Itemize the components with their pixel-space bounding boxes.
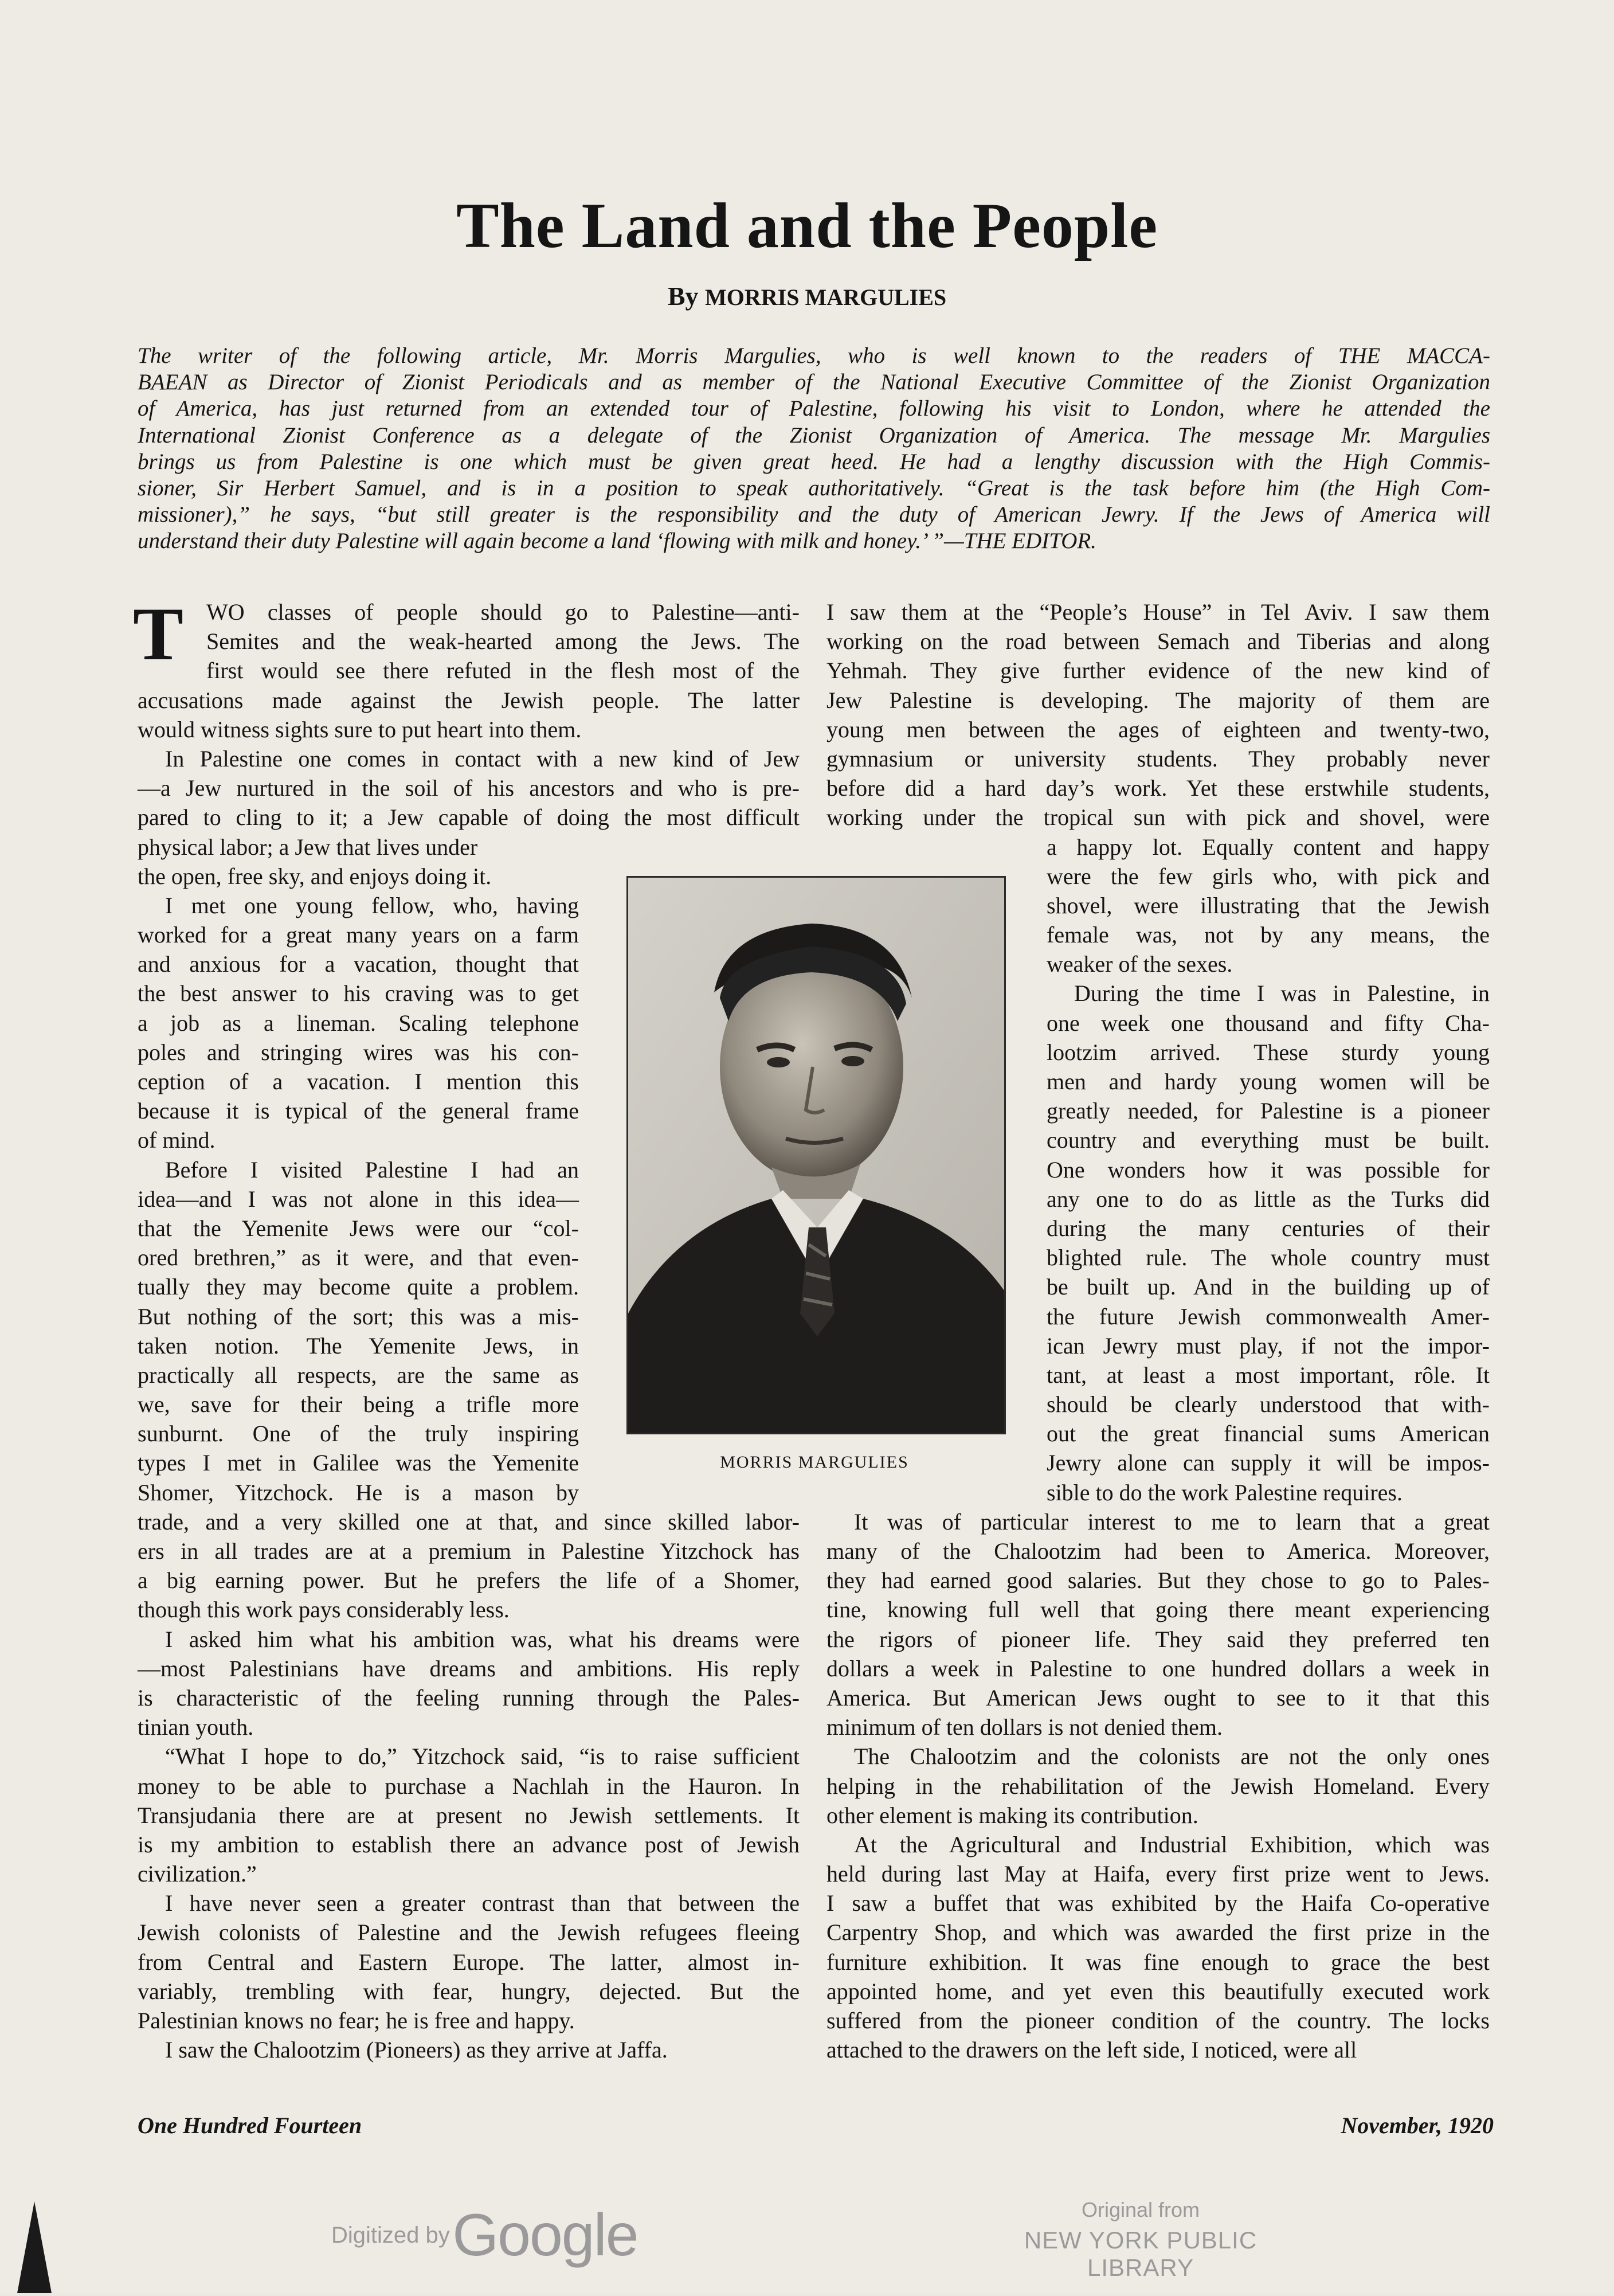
library-name: NEW YORK PUBLIC LIBRARY [1024,2227,1257,2281]
left-column-line: sunburnt. One of the truly inspiring [138,1421,579,1447]
left-column-line: I have never seen a greater contrast than that between the [165,1890,800,1916]
intro-line: missioner),” he says, “but still greater is the responsibility and the duty of American Jewry. If the Jews of America will [138,502,1490,527]
left-column-line: Jewish colonists of Palestine and the Jewish refugees fleeing [138,1919,800,1946]
left-column-line: idea—and I was not alone in this idea— [138,1186,579,1212]
left-column-line: I asked him what his ambition was, what his dreams were [165,1626,800,1652]
right-column-line: one week one thousand and fifty Cha- [1047,1010,1490,1036]
left-column-line: money to be able to purchase a Nachlah in the Hauron. In [138,1773,800,1799]
left-column-line: poles and stringing wires was his con- [138,1039,579,1065]
left-column-line: WO classes of people should go to Palestine—anti- [206,599,800,625]
right-column-line: female was, not by any means, the [1047,922,1490,948]
left-column-line: variably, trembling with fear, hungry, dejected. But the [138,1978,800,2004]
right-column-line: It was of particular interest to me to learn that a great [854,1508,1490,1535]
right-column-line: be built up. And in the building up of [1047,1274,1490,1300]
right-column-line: held during last May at Haifa, every first prize went to Jews. [826,1861,1490,1887]
right-column-line: the rigors of pioneer life. They said they preferred ten [826,1626,1490,1652]
left-column-line: because it is typical of the general frame [138,1098,579,1124]
right-column-line: suffered from the pioneer condition of the country. The locks [826,2008,1490,2033]
scan-edge-shadow [0,2201,63,2293]
left-column-line: Shomer, Yitzchock. He is a mason by [138,1479,579,1505]
left-column-line: of mind. [138,1127,216,1153]
intro-line: of America, has just returned from an extended tour of Palestine, following his visit to London, where he attended the [138,396,1490,421]
left-column-line: we, save for their being a trifle more [138,1391,579,1418]
page-number-footer: One Hundred Fourteen [138,2113,362,2138]
right-column-line: a happy lot. Equally content and happy [1047,834,1490,860]
right-column-line: furniture exhibition. It was fine enough to grace the best [826,1949,1490,1975]
intro-line: The writer of the following article, Mr. Morris Margulies, who is well known to the readers of THE MACCA- [138,343,1490,368]
right-column-line: ican Jewry must play, if not the impor- [1047,1332,1490,1359]
left-column-line: accusations made against the Jewish people. The latter [138,687,800,713]
right-column-line: tine, knowing full well that going there meant experiencing [826,1597,1490,1623]
left-column-line: ers in all trades are at a premium in Palestine Yitzchock has [138,1538,800,1564]
right-column-line: many of the Chalootzim had been to America. Moreover, [826,1538,1490,1564]
google-watermark [331,2201,638,2270]
right-column-line: Carpentry Shop, and which was awarded the first prize in the [826,1919,1490,1946]
right-column-line: country and everything must be built. [1047,1127,1490,1153]
left-column-line: —a Jew nurtured in the soil of his ancestors and who is pre- [138,775,800,801]
digitized-by-label: Digitized by [331,2223,450,2248]
left-column-line: Palestinian knows no fear; he is free and happy. [138,2008,575,2033]
left-column-line: would witness sights sure to put heart into them. [138,716,582,742]
drop-cap: T [133,592,184,676]
left-column-line: is my ambition to establish there an advance post of Jewish [138,1831,800,1857]
right-column-line: blighted rule. The whole country must [1047,1245,1490,1271]
right-column-line: During the time I was in Palestine, in [1074,980,1490,1007]
google-logo: Google [452,2202,638,2268]
byline-author: MORRIS MARGULIES [705,284,947,310]
left-column-line: taken notion. The Yemenite Jews, in [138,1332,579,1359]
left-column-line: ception of a vacation. I mention this [138,1069,579,1094]
left-column-line: Transjudania there are at present no Jewish settlements. It [138,1802,800,1828]
right-column-line: At the Agricultural and Industrial Exhibition, which was [854,1831,1490,1857]
byline-prefix: By [667,281,699,311]
photo-caption: MORRIS MARGULIES [720,1453,909,1472]
left-column-line: But nothing of the sort; this was a mis- [138,1303,579,1329]
left-column-line: that the Yemenite Jews were our “col- [138,1215,579,1241]
left-column-line: physical labor; a Jew that lives under [138,834,478,860]
right-column-line: gymnasium or university students. They probably never [826,745,1490,772]
left-column-line: civilization.” [138,1861,257,1887]
left-column-line: —most Palestinians have dreams and ambitions. His reply [138,1655,800,1681]
right-column-line: minimum of ten dollars is not denied them. [826,1714,1223,1740]
right-column-line: Jew Palestine is developing. The majority of them are [826,687,1490,713]
right-column-line: other element is making its contribution. [826,1802,1198,1828]
left-column-line: Semites and the weak-hearted among the Jews. The [206,628,800,655]
left-column-line: from Central and Eastern Europe. The latter, almost in- [138,1949,800,1975]
right-column-line: should be clearly understood that with- [1047,1391,1490,1418]
right-column-line: tant, at least a most important, rôle. It [1047,1362,1490,1388]
right-column-line: One wonders how it was possible for [1047,1156,1490,1183]
left-column-line: practically all respects, are the same as [138,1362,579,1388]
right-column-line: working under the tropical sun with pick and shovel, were [826,804,1490,831]
left-column-line: I met one young fellow, who, having [165,892,579,918]
intro-line: understand their duty Palestine will again become a land ‘flowing with milk and honey.’ ”—THE EDITOR. [138,529,1096,554]
right-column-line: The Chalootzim and the colonists are not the only ones [854,1743,1490,1770]
left-column-line: and anxious for a vacation, thought that [138,951,579,977]
right-column-line: they had earned good salaries. But they chose to go to Pales- [826,1567,1490,1594]
library-watermark [969,2198,1313,2282]
intro-line: International Zionist Conference as a delegate of the Zionist Organization of America. The message Mr. Margulies [138,423,1490,448]
left-column-line: is characteristic of the feeling running through the Pales- [138,1684,800,1711]
issue-date-footer: November, 1920 [1341,2113,1494,2138]
left-column-line: the open, free sky, and enjoys doing it. [138,863,492,889]
right-column-line: greatly needed, for Palestine is a pioneer [1047,1098,1490,1124]
left-column-line: though this work pays considerably less. [138,1597,510,1623]
right-column-line: appointed home, and yet even this beautifully executed work [826,1978,1490,2004]
left-column-line: tually they may become quite a problem. [138,1274,579,1300]
right-column-line: lootzim arrived. These sturdy young [1047,1039,1490,1065]
right-column-line: I saw a buffet that was exhibited by the Haifa Co-operative [826,1890,1490,1916]
right-column-line: before did a hard day’s work. Yet these erstwhile students, [826,775,1490,801]
right-column-line: weaker of the sexes. [1047,951,1233,977]
portrait-illustration [628,878,1004,1433]
right-column-line: attached to the drawers on the left side, I noticed, were all [826,2037,1357,2063]
left-column-line: the best answer to his craving was to get [138,980,579,1007]
right-column-line: any one to do as little as the Turks did [1047,1186,1490,1212]
right-column-line: working on the road between Semach and Tiberias and along [826,628,1490,655]
right-column-line: dollars a week in Palestine to one hundred dollars a week in [826,1655,1490,1681]
editor-introduction [138,343,1490,555]
original-from-label: Original from [1081,2198,1200,2221]
right-column-line: shovel, were illustrating that the Jewish [1047,892,1490,918]
right-column-line: I saw them at the “People’s House” in Tel Aviv. I saw them [826,599,1490,625]
right-column-line: the future Jewish commonwealth Amer- [1047,1303,1490,1329]
byline [0,281,1614,311]
left-column-line: ored brethren,” as it were, and that even- [138,1245,579,1271]
left-column-line: trade, and a very skilled one at that, and since skilled labor- [138,1508,800,1535]
right-column-line: were the few girls who, with pick and [1047,863,1490,889]
right-column-line: Jewry alone can supply it will be impos- [1047,1450,1490,1476]
intro-line: brings us from Palestine is one which must be given great heed. He had a lengthy discussion with the High Commis- [138,449,1490,474]
author-portrait-photo [626,876,1006,1434]
left-column-line: In Palestine one comes in contact with a new kind of Jew [165,745,800,772]
right-column-line: Yehmah. They give further evidence of the new kind of [826,658,1490,684]
intro-line: sioner, Sir Herbert Samuel, and is in a position to speak authoritatively. “Great is the task before him (the High Com- [138,476,1490,501]
right-column-line: sible to do the work Palestine requires. [1047,1479,1403,1505]
left-column-line: Before I visited Palestine I had an [165,1156,579,1183]
right-column-line: America. But American Jews ought to see to it that this [826,1684,1490,1711]
right-column-line: during the many centuries of their [1047,1215,1490,1241]
left-column-line: tinian youth. [138,1714,254,1740]
left-column-line: a big earning power. But he prefers the life of a Shomer, [138,1567,800,1594]
intro-line: BAEAN as Director of Zionist Periodicals and as member of the National Executive Committee of the Zionist Organization [138,370,1490,395]
right-column-line: out the great financial sums American [1047,1421,1490,1447]
left-column-line: a job as a lineman. Scaling telephone [138,1010,579,1036]
left-column-line: “What I hope to do,” Yitzchock said, “is to raise sufficient [165,1743,800,1770]
article-title: The Land and the People [456,190,1158,261]
right-column-line: young men between the ages of eighteen and twenty-two, [826,716,1490,742]
right-column-line: helping in the rehabilitation of the Jewish Homeland. Every [826,1773,1490,1799]
right-column-line: men and hardy young women will be [1047,1069,1490,1094]
left-column-line: first would see there refuted in the flesh most of the [206,658,800,684]
left-column-line: worked for a great many years on a farm [138,922,579,948]
left-column-line: pared to cling to it; a Jew capable of doing the most difficult [138,804,800,831]
left-column-line: types I met in Galilee was the Yemenite [138,1450,579,1476]
left-column-line: I saw the Chalootzim (Pioneers) as they arrive at Jaffa. [165,2037,668,2063]
